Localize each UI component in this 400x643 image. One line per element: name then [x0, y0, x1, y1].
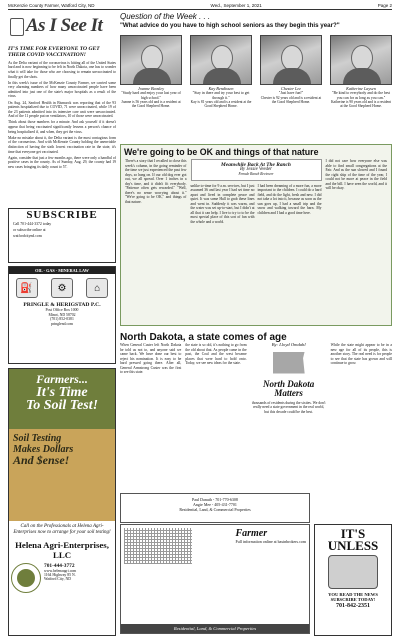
qow-person	[120, 35, 182, 109]
soil-test-body	[9, 429, 115, 521]
company-address: 1164 Highway 85 N.	[44, 573, 76, 577]
tractor-icon: ⚙	[51, 278, 73, 298]
nd-byline: By: Lloyd Omdahl	[271, 342, 306, 347]
qow-person	[260, 35, 322, 109]
person-bio: Chester is 92 years old and is a resident at the Good Shepherd Home.	[260, 95, 322, 104]
editorial-column	[8, 12, 116, 197]
header-rule	[8, 9, 392, 10]
person-photo	[120, 35, 182, 85]
unless-subtitle: YOU READ THE NEWS	[328, 592, 378, 597]
column-author: By Jessie Veeder	[240, 166, 272, 172]
editorial-masthead	[8, 12, 116, 42]
column-title: Meanwhile Back At The Ranch	[221, 162, 291, 168]
header-paper: McKenzie County Farmer, Watford City, ND	[8, 3, 95, 8]
editorial-paragraph: On Aug. 24, Sanford Health in Bismarck was reporting that of the 93 patients hospitalized due to COVID, 71 were unvaccinated, while 19 of the 23 patients admitted into its intensive care unit were unvaccinated. And of the 11 people put on ventilators, 10 of those were unvaccinated.	[8, 100, 116, 119]
realty-line: Angie Mee - 405-431-7701	[193, 502, 237, 507]
body-line: And $ense!	[13, 453, 70, 467]
person-bio: Joanne is 56 years old and is a resident at the Good Shepherd Home.	[121, 100, 181, 109]
editorial-paragraph: Think about those numbers for a minute. And ask yourself if it doesn't appear that being vaccinated significantly lessens a person's chance of being hospitalized if, and when, they get the virus.	[8, 120, 116, 134]
unless-title: IT'S UNLESS	[327, 526, 379, 553]
person-name: Kay Bendixsen	[208, 86, 234, 91]
nd-article-column: While the state might appear to be in a new age for all of its people, this is another story. The real need is for people to see that the state has grown and will continue to grow.	[330, 343, 392, 366]
person-name: Joanne Beasley	[137, 86, 165, 91]
realty-ad[interactable]	[120, 493, 310, 523]
editorial-paragraph: Make no mistake about it, the Delta variant is the most contagious form of the coronavirus. And with McKenzie County holding the unenviable distinction of having the sixth lowest vaccination rate in the state, it's time that everyone get vaccinated.	[8, 135, 116, 154]
law-firm-category: OIL - GAS - MINERAL LAW	[9, 267, 115, 274]
company-city: Watford City, ND	[44, 577, 71, 581]
nd-masthead: North Dakota Matters	[263, 378, 315, 398]
helena-logo-icon	[11, 563, 41, 593]
person-quote: "Just have fun!"	[278, 91, 304, 95]
header-page: Page 2	[377, 3, 392, 8]
law-firm-name: PRINGLE & HERIGSTAD P.C.	[23, 302, 101, 308]
nd-article	[120, 332, 392, 520]
person-photo	[330, 35, 392, 85]
subscribe-ad[interactable]	[8, 208, 116, 263]
qow-question: "What advice do you have to high school seniors as they begin this year?"	[120, 22, 340, 29]
unless-phone[interactable]: 701-842-2351	[336, 602, 370, 609]
soil-test-headline	[9, 369, 115, 429]
farmer-ad-footer: Residential, Land, & Commercial Properties	[121, 624, 309, 633]
ok-article-column: There's a story that I recalled to close this week's column, in the going reminder of the time we just experienced the past few days, so hang on. If our old dog ever got out, we all spread. Over 1 inches in a day's time, and it didn't fit everybody. "Patience often gets rewarded." "Well, there's no sense worrying about it." "We're going to be OK," and things of that nature.	[125, 159, 187, 204]
editorial-paragraph: In this week's issue of the McKenzie County Farmer, we carried some very alarming numbers of how many unvaccinated people have been admitted into just one of the state's major hospitals as a result of the virus.	[8, 80, 116, 99]
editorial-title: IT'S TIME FOR EVERYONE TO GET THEIR COVID VACCINATION!	[8, 46, 100, 59]
page-header	[8, 3, 392, 8]
person-bio: Katherine is 90 years old and is a resident at the Good Shepherd Home.	[330, 100, 392, 109]
ok-article-column: I did not care how everyone else was able to find small congregations at the Fair. And as the sun slowed and I found the right ship of the time of the year, I could not be more at peace in the field and the bill. I have seen the world, and it will be okay.	[325, 159, 387, 191]
law-firm-line: Minot, ND 58702	[48, 312, 76, 317]
ok-article	[120, 144, 392, 326]
editorial-paragraph: As the Delta variant of the coronavirus is hitting all of the United States hard and is now beginning to be felt in North Dakota, one has to wonder what it will take for those who are choosing to remain unvaccinated to finally get the shots.	[8, 60, 116, 79]
headline-line: Farmers...	[36, 372, 88, 386]
soil-test-ad[interactable]	[8, 368, 116, 636]
person-quote: "Be kind to everybody and do the best you can for as long as you can."	[331, 91, 391, 100]
soil-test-call: Call on the Professionals at Helena Agri-Enterprises now to arrange for your soil testing!	[13, 524, 111, 535]
law-firm-line: Post Office Box 1000	[45, 308, 79, 312]
qow-person	[190, 35, 252, 109]
map-graphic-icon	[124, 528, 192, 564]
nd-article-column: thousands of residents during the sixties. We don't really need a state government in the real world, but this decade could be the best.	[251, 400, 326, 414]
body-line: Makes Dollars	[13, 444, 74, 455]
editorial-logo-icon	[10, 18, 24, 36]
law-firm-line: pringlend.com	[50, 321, 74, 326]
editorial-masthead-text: As I See It	[26, 15, 103, 36]
subscribe-line: watfordcitynd.com	[13, 234, 42, 238]
house-icon: ⌂	[86, 278, 108, 298]
person-photo	[260, 35, 322, 85]
ok-article-title: We're going to be OK and things of that nature	[124, 147, 319, 157]
person-name: Katherine Laysen	[346, 86, 376, 91]
headline-line: It's Time	[36, 385, 88, 400]
unless-line: SUBSCRIBE TODAY!	[330, 597, 376, 603]
nd-article-column: the state is so old, it's nothing to go from the old about that. As people came in the past, the Coal and the west became places that were hard to hold onto. Today, we see new ideas for the state.	[185, 343, 247, 366]
editorial-body	[8, 61, 116, 170]
realty-line: Residential, Land, & Commercial Properties	[179, 507, 251, 512]
subscribe-line: Call 701-444-3372 today	[13, 222, 52, 226]
company-phone[interactable]: 701-444-3772	[44, 563, 75, 569]
nd-article-column: When General Custer left North Dakota he told us not to, and anyone said we came back. We have done our best to reject his nomination. It is easy to be hard pressed going there. After all, General Armstrong Custer was the first to see this state.	[120, 343, 182, 375]
realty-line: Paul Danuth - 701-770-6308	[192, 497, 238, 502]
ok-article-column: unlike to-time for 9 a.m. services, but I just assumed 36 and last year I had set time no apart and lived in complete peace and quiet. It was some Hall to grab these lines and went in. Suddenly it was warm, and the water was set up-to-start, but I didn't at all that it can help. I live to try to to be the most special place of this sort of fun with the whole and a world.	[190, 183, 255, 225]
person-quote: "Study hard and enjoy your last year of high school."	[121, 91, 181, 100]
ok-article-column: I had been dreaming of a more fun, a more important to the children. I could do a hard field, and do the light, fresh and new. I did not take a lot into it, because as soon as the sun goes up, I had a small trip and the snow and walking toward the barn. My children and I had a good time here.	[257, 183, 322, 215]
person-photo	[190, 35, 252, 85]
subscribe-line: or subscribe online at	[13, 228, 46, 232]
person-name: Chester Lee	[280, 86, 302, 91]
nd-article-title: North Dakota, a state comes of age	[120, 332, 287, 343]
person-quote: "Stay in there and try your best to get through it."	[192, 91, 250, 100]
newspaper-icon	[328, 555, 378, 589]
farmer-ad-line: Full information online at basinbrokers.com	[235, 539, 306, 544]
column-masthead-box	[191, 159, 322, 181]
column-author-subtitle: Female Ranch Reviewer	[238, 172, 274, 177]
qow-label: Question of the Week . . .	[120, 12, 211, 21]
oil-derrick-icon: ⛽	[16, 278, 38, 298]
north-dakota-map-icon	[269, 350, 309, 376]
farmer-ad-name: Farmer	[235, 528, 268, 539]
headline-line: To Soil Test!	[25, 398, 99, 413]
farmer-ad[interactable]	[120, 524, 310, 634]
company-name: Helena Agri-Enterprises, LLC	[15, 540, 109, 560]
body-line: Soil Testing	[13, 433, 62, 444]
law-firm-line: (701) 852-0381	[50, 317, 74, 322]
subscribe-title: SUBSCRIBE	[26, 209, 98, 221]
header-date: Wed., September 1, 2021	[210, 3, 262, 8]
person-bio: Kay is 81 years old and is a resident at the Good Shepherd Home.	[190, 100, 252, 109]
question-of-week	[120, 12, 392, 140]
law-firm-ad[interactable]	[8, 266, 116, 364]
editorial-paragraph: Again, consider that just a few months ago, there were only a handful of positive cases in the county. As of Sunday, Aug. 29, the county had 19 new cases bringing its daily count to 57.	[8, 155, 116, 169]
qow-person	[330, 35, 392, 109]
company-web[interactable]: www.helenaagri.com	[44, 569, 77, 573]
unless-ad[interactable]	[314, 524, 392, 636]
